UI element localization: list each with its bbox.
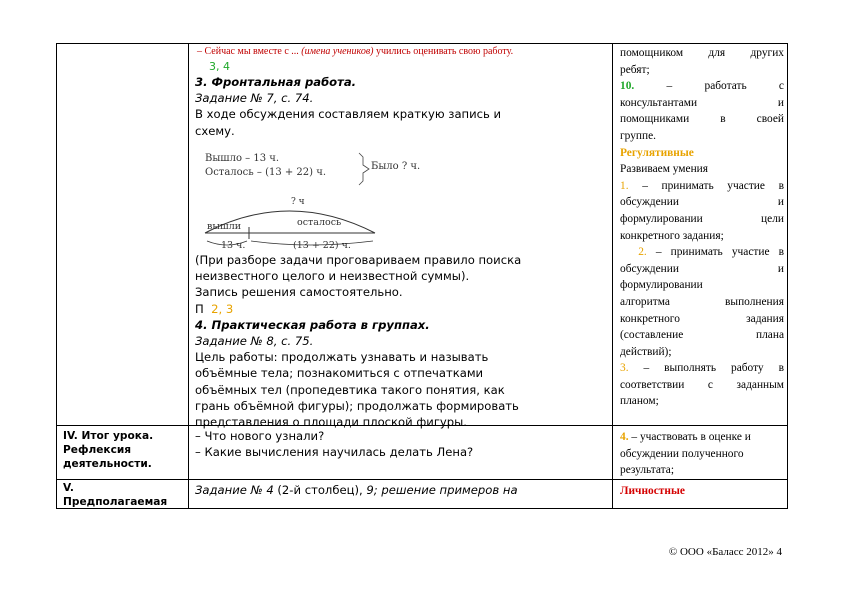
goal-5: представления о площади плоской фигуры. xyxy=(195,415,467,430)
b5: конкретного задания xyxy=(620,312,784,325)
row3-left: V. Предполагаемая xyxy=(63,482,168,508)
row2-col2 xyxy=(188,425,613,480)
nums-3-4: 3, 4 xyxy=(209,60,230,73)
b3: формулировании xyxy=(620,279,703,292)
regulative-title: Регулятивные xyxy=(620,146,694,159)
diagram-right-value: (13 + 22) ч. xyxy=(293,240,351,251)
task7: Задание № 7, с. 74. xyxy=(195,91,314,106)
goal-3: объёмных тел (пропедевтика такого понятия, как xyxy=(195,382,505,397)
footer-copyright: © ООО «Баласс 2012» 4 xyxy=(668,546,782,558)
task7-desc-2: схему. xyxy=(195,123,235,138)
diagram-was: Было ? ч. xyxy=(371,161,421,172)
section4-block xyxy=(195,252,605,430)
b1: 2. – принимать участие в xyxy=(638,246,784,259)
task7-desc-1: В ходе обсуждения составляем краткую запись и xyxy=(195,107,502,122)
section3-block xyxy=(195,74,605,139)
row3-col1 xyxy=(56,479,189,509)
question-2: – Какие вычисления научилась делать Лена? xyxy=(195,445,474,460)
section4-title: 4. Практическая работа в группах. xyxy=(195,317,430,332)
c2: соответствии с заданным xyxy=(620,378,784,391)
personal-title: Личностные xyxy=(620,485,685,497)
row3-task: Задание № 4 (2-й столбец), 9; решение примеров на xyxy=(195,483,518,497)
analysis-2: неизвестного целого и неизвестной суммы). xyxy=(195,269,470,284)
c3: планом; xyxy=(620,395,659,408)
diagram-left-value: 13 ч. xyxy=(221,240,246,251)
a2: обсуждении и xyxy=(620,196,784,209)
r3: 10. – работать с xyxy=(620,80,784,93)
goal-4: грань объёмной фигуры); продолжать формировать xyxy=(195,398,519,413)
row1-col3 xyxy=(612,43,788,426)
question-1: – Что нового узнали? xyxy=(195,429,325,443)
b7: действий); xyxy=(620,345,672,358)
task-diagram xyxy=(199,147,459,251)
b4: алгоритма выполнения xyxy=(620,295,784,308)
a1: 1. – принимать участие в xyxy=(620,179,784,192)
c1: 3. – выполнять работу в xyxy=(620,362,784,375)
develop-line: Развиваем умения xyxy=(620,163,708,176)
r5: помощниками в своей xyxy=(620,113,784,126)
b6: (составление плана xyxy=(620,329,784,342)
row2-col1 xyxy=(56,425,189,480)
goal-1: Цель работы: продолжать узнавать и называть xyxy=(195,350,489,365)
a4: конкретного задания; xyxy=(620,229,724,242)
solve-line: Запись решения самостоятельно. xyxy=(195,285,403,300)
a3: формулировании цели xyxy=(620,212,784,225)
r2: ребят; xyxy=(620,63,650,76)
diagram-line1: Вышло – 13 ч. xyxy=(205,153,280,164)
row1-col1 xyxy=(56,43,189,426)
row2-questions xyxy=(195,428,473,460)
r1: помощником для других xyxy=(620,47,784,59)
row1-col2 xyxy=(188,43,613,430)
right-col-text xyxy=(620,45,784,410)
goal-2: объёмные тела; познакомиться с отпечатками xyxy=(195,366,484,381)
row2-col3 xyxy=(612,425,788,480)
r4: консультантами и xyxy=(620,96,784,109)
row2-left: IV. Итог урока. Рефлексия деятельности. xyxy=(63,430,154,470)
p-line: П 2, 3 xyxy=(195,301,234,316)
diagram-line2: Осталось – (13 + 22) ч. xyxy=(205,167,327,178)
row3-col2 xyxy=(188,479,613,509)
diagram-left-label: вышли xyxy=(207,221,242,232)
diagram-right-label: осталось xyxy=(297,217,342,228)
row3-col3 xyxy=(612,479,788,509)
top-note: – Сейчас мы вместе с ... (имена учеников) учились оценивать свою работу. xyxy=(197,46,514,57)
b2: обсуждении и xyxy=(620,262,784,275)
r6: группе. xyxy=(620,129,657,142)
section3-title: 3. Фронтальная работа. xyxy=(195,75,357,89)
diagram-q: ? ч xyxy=(291,197,305,207)
analysis-1: (При разборе задачи проговариваем правило поиска xyxy=(195,253,522,267)
row2-right: 4. – участвовать в оценке и обсуждении полученного результата; xyxy=(620,431,751,477)
task8: Задание № 8, с. 75. xyxy=(195,334,314,349)
